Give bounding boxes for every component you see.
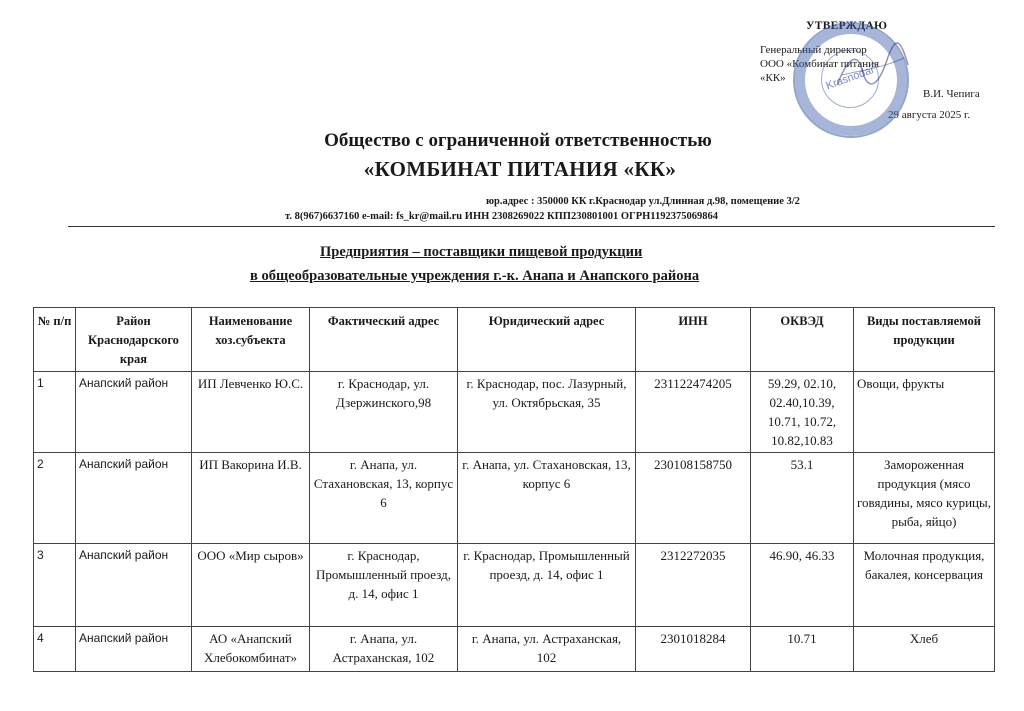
column-header-name: Наименование хоз.субъекта bbox=[192, 308, 310, 372]
cell-actual-address: г. Краснодар, ул. Дзержинского,98 bbox=[310, 372, 458, 453]
column-header-number: № п/п bbox=[34, 308, 76, 372]
cell-name: ООО «Мир сыров» bbox=[192, 544, 310, 627]
cell-district: Анапский район bbox=[76, 372, 192, 453]
organization-type: Общество с ограниченной ответственностью bbox=[324, 130, 712, 151]
approval-position-line-3: «КК» bbox=[760, 72, 786, 84]
table-header-row bbox=[34, 308, 995, 372]
organization-name: «КОМБИНАТ ПИТАНИЯ «КК» bbox=[363, 157, 677, 181]
approval-date: 29 августа 2025 г. bbox=[888, 109, 971, 121]
signature-icon bbox=[832, 40, 912, 100]
approval-signatory: В.И. Чепига bbox=[923, 88, 980, 100]
column-header-products: Виды поставляемой продукции bbox=[854, 308, 995, 372]
cell-name: ИП Вакорина И.В. bbox=[192, 453, 310, 544]
column-header-inn: ИНН bbox=[636, 308, 751, 372]
cell-okved: 10.71 bbox=[751, 627, 854, 672]
table-row bbox=[34, 627, 995, 672]
cell-inn: 2301018284 bbox=[636, 627, 751, 672]
table-row bbox=[34, 372, 995, 453]
column-header-okved: ОКВЭД bbox=[751, 308, 854, 372]
table-row bbox=[34, 453, 995, 544]
cell-products: Хлеб bbox=[854, 627, 995, 672]
cell-legal-address: г. Краснодар, Промышленный проезд, д. 14, офис 1 bbox=[458, 544, 636, 627]
cell-products: Овощи, фрукты bbox=[854, 372, 995, 453]
cell-actual-address: г. Анапа, ул. Астраханская, 102 bbox=[310, 627, 458, 672]
cell-products: Молочная продукция, бакалея, консервация bbox=[854, 544, 995, 627]
header-divider bbox=[68, 226, 995, 227]
cell-actual-address: г. Анапа, ул. Стахановская, 13, корпус 6 bbox=[310, 453, 458, 544]
cell-name: ИП Левченко Ю.С. bbox=[192, 372, 310, 453]
cell-name: АО «Анапский Хлебокомбинат» bbox=[192, 627, 310, 672]
table-row bbox=[34, 544, 995, 627]
cell-actual-address: г. Краснодар, Промышленный проезд, д. 14, офис 1 bbox=[310, 544, 458, 627]
cell-okved: 46.90, 46.33 bbox=[751, 544, 854, 627]
cell-legal-address: г. Анапа, ул. Стахановская, 13, корпус 6 bbox=[458, 453, 636, 544]
cell-legal-address: г. Анапа, ул. Астраханская, 102 bbox=[458, 627, 636, 672]
cell-products: Замороженная продукция (мясо говядины, мясо курицы, рыба, яйцо) bbox=[854, 453, 995, 544]
cell-inn: 231122474205 bbox=[636, 372, 751, 453]
document-title-line-2: в общеобразовательные учреждения г.-к. Анапа и Анапского района bbox=[250, 268, 700, 284]
cell-district: Анапский район bbox=[76, 453, 192, 544]
approval-position-line-2: ООО «Комбинат питания bbox=[760, 58, 880, 70]
cell-inn: 230108158750 bbox=[636, 453, 751, 544]
approval-heading: УТВЕРЖДАЮ bbox=[806, 20, 888, 32]
cell-okved: 53.1 bbox=[751, 453, 854, 544]
approval-position-line-1: Генеральный директор bbox=[760, 44, 867, 56]
stamp-city-text: Krasnodar bbox=[824, 63, 877, 93]
cell-inn: 2312272035 bbox=[636, 544, 751, 627]
cell-okved: 59.29, 02.10, 02.40,10.39, 10.71, 10.72, 10.82,10.83 bbox=[751, 372, 854, 453]
cell-district: Анапский район bbox=[76, 627, 192, 672]
cell-number: 4 bbox=[34, 627, 76, 672]
organization-address: юр.адрес : 350000 КК г.Краснодар ул.Длинная д.98, помещение 3/2 bbox=[486, 196, 800, 207]
column-header-legal-address: Юридический адрес bbox=[458, 308, 636, 372]
cell-district: Анапский район bbox=[76, 544, 192, 627]
cell-number: 3 bbox=[34, 544, 76, 627]
column-header-actual-address: Фактический адрес bbox=[310, 308, 458, 372]
cell-number: 1 bbox=[34, 372, 76, 453]
cell-legal-address: г. Краснодар, пос. Лазурный, ул. Октябрьская, 35 bbox=[458, 372, 636, 453]
organization-contacts: т. 8(967)6637160 e-mail: fs_kr@mail.ru ИНН 2308269022 КПП230801001 ОГРН1192375069864 bbox=[285, 211, 718, 222]
column-header-district: Район Краснодарского края bbox=[76, 308, 192, 372]
document-title-line-1: Предприятия – поставщики пищевой продукции bbox=[320, 244, 643, 260]
cell-number: 2 bbox=[34, 453, 76, 544]
suppliers-table bbox=[33, 307, 995, 672]
